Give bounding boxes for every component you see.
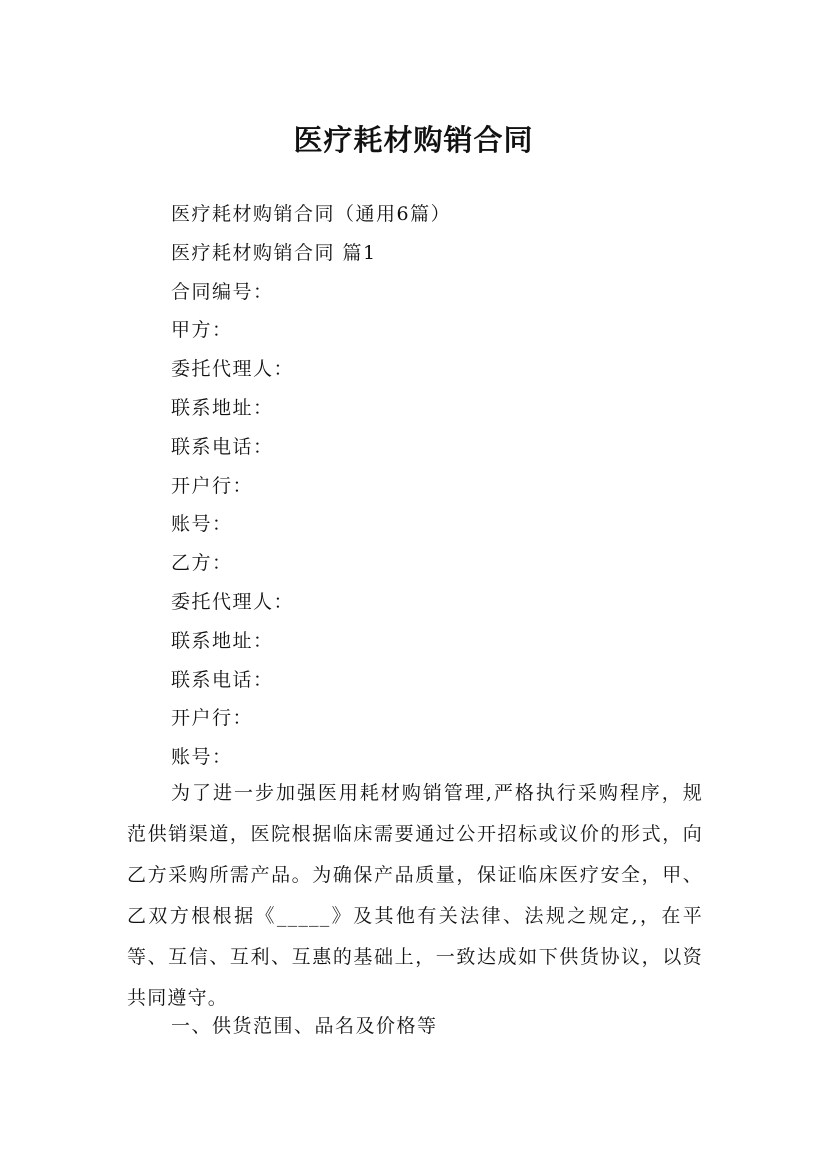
party-b-agent-label: 委托代理人： [171,590,295,613]
party-b-bank-label: 开户行： [171,707,254,730]
section-number-line: 医疗耗材购销合同 篇1 [171,241,377,264]
party-a-label: 甲方： [171,319,233,342]
party-b-address-label: 联系地址： [171,629,274,652]
preamble-paragraph: 为了进一步加强医用耗材购销管理,严格执行采购程序，规范供销渠道，医院根据临床需要通过公开招标或议价的形式，向乙方采购所需产品。为确保产品质量，保证临床医疗安全，甲、乙双方根根据《_____》及其他有关法律、法规之规定,，在平等、互信、互利、互惠的基础上，一致达成如下供货协议，以资共同遵守。 [127,782,703,1009]
party-a-bank-label: 开户行： [171,474,254,497]
subtitle-line: 医疗耗材购销合同（通用6篇） [171,203,452,225]
contract-field-list [171,195,711,777]
party-a-agent-label: 委托代理人： [171,358,295,381]
section-heading: 一、供货范围、品名及价格等 [171,1015,438,1037]
party-b-account-label: 账号： [171,746,233,769]
party-b-phone-label: 联系电话： [171,668,274,691]
party-a-address-label: 联系地址： [171,396,274,419]
contract-number-label: 合同编号： [171,280,274,303]
party-a-account-label: 账号： [171,513,233,536]
party-a-phone-label: 联系电话： [171,435,274,458]
document-title: 医疗耗材购销合同 [293,123,534,158]
party-b-label: 乙方： [171,552,233,575]
